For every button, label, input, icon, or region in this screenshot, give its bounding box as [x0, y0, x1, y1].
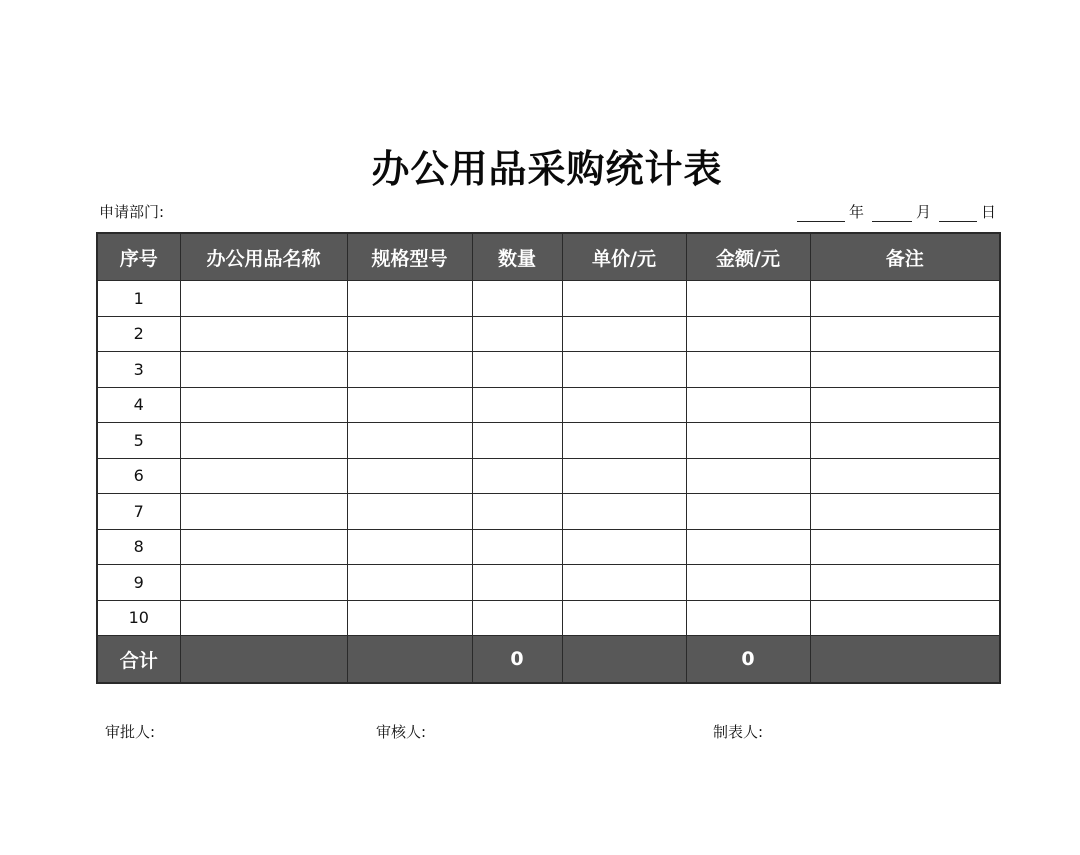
remarks-cell[interactable] [810, 423, 1000, 459]
row-index: 3 [97, 352, 180, 388]
spec-cell[interactable] [347, 565, 472, 601]
row-index: 10 [97, 600, 180, 636]
quantity-cell[interactable] [472, 458, 562, 494]
spec-cell[interactable] [347, 494, 472, 530]
unit-price-cell[interactable] [562, 600, 686, 636]
remarks-cell[interactable] [810, 494, 1000, 530]
page-title: 办公用品采购统计表 [371, 147, 723, 191]
unit-price-cell[interactable] [562, 423, 686, 459]
month-blank [872, 207, 912, 222]
header-index: 序号 [97, 233, 180, 281]
row-index: 1 [97, 281, 180, 317]
day-label: 日 [980, 203, 996, 221]
total-cell [810, 636, 1000, 684]
year-blank [797, 207, 845, 222]
total-amount: 0 [686, 636, 810, 684]
amount-cell[interactable] [686, 352, 810, 388]
unit-price-cell[interactable] [562, 494, 686, 530]
year-label: 年 [848, 203, 864, 221]
amount-cell[interactable] [686, 529, 810, 565]
month-label: 月 [915, 203, 931, 221]
item-name-cell[interactable] [180, 423, 347, 459]
remarks-cell[interactable] [810, 565, 1000, 601]
unit-price-cell[interactable] [562, 458, 686, 494]
amount-cell[interactable] [686, 281, 810, 317]
amount-cell[interactable] [686, 387, 810, 423]
table-row [97, 423, 1000, 459]
total-cell [180, 636, 347, 684]
remarks-cell[interactable] [810, 387, 1000, 423]
item-name-cell[interactable] [180, 529, 347, 565]
table-row [97, 600, 1000, 636]
spec-cell[interactable] [347, 387, 472, 423]
date-line [797, 201, 996, 222]
remarks-cell[interactable] [810, 458, 1000, 494]
unit-price-cell[interactable] [562, 565, 686, 601]
item-name-cell[interactable] [180, 600, 347, 636]
unit-price-cell[interactable] [562, 281, 686, 317]
amount-cell[interactable] [686, 600, 810, 636]
total-label: 合计 [97, 636, 180, 684]
item-name-cell[interactable] [180, 387, 347, 423]
unit-price-cell[interactable] [562, 316, 686, 352]
amount-cell[interactable] [686, 423, 810, 459]
unit-price-cell[interactable] [562, 529, 686, 565]
spec-cell[interactable] [347, 423, 472, 459]
remarks-cell[interactable] [810, 352, 1000, 388]
table-row [97, 494, 1000, 530]
header-spec: 规格型号 [347, 233, 472, 281]
remarks-cell[interactable] [810, 529, 1000, 565]
table-row [97, 352, 1000, 388]
row-index: 9 [97, 565, 180, 601]
spec-cell[interactable] [347, 458, 472, 494]
remarks-cell[interactable] [810, 600, 1000, 636]
header-quantity: 数量 [472, 233, 562, 281]
table-row [97, 565, 1000, 601]
table-row [97, 529, 1000, 565]
table-row [97, 316, 1000, 352]
unit-price-cell[interactable] [562, 352, 686, 388]
header-unit-price: 单价/元 [562, 233, 686, 281]
quantity-cell[interactable] [472, 352, 562, 388]
quantity-cell[interactable] [472, 316, 562, 352]
header-amount: 金额/元 [686, 233, 810, 281]
table-row [97, 281, 1000, 317]
spec-cell[interactable] [347, 281, 472, 317]
amount-cell[interactable] [686, 316, 810, 352]
header-remarks: 备注 [810, 233, 1000, 281]
quantity-cell[interactable] [472, 494, 562, 530]
quantity-cell[interactable] [472, 565, 562, 601]
day-blank [939, 207, 977, 222]
header-item-name: 办公用品名称 [180, 233, 347, 281]
spec-cell[interactable] [347, 529, 472, 565]
amount-cell[interactable] [686, 565, 810, 601]
item-name-cell[interactable] [180, 316, 347, 352]
amount-cell[interactable] [686, 494, 810, 530]
amount-cell[interactable] [686, 458, 810, 494]
table-row [97, 458, 1000, 494]
item-name-cell[interactable] [180, 352, 347, 388]
row-index: 6 [97, 458, 180, 494]
quantity-cell[interactable] [472, 529, 562, 565]
total-row [97, 636, 1000, 684]
spec-cell[interactable] [347, 352, 472, 388]
quantity-cell[interactable] [472, 600, 562, 636]
total-quantity: 0 [472, 636, 562, 684]
row-index: 5 [97, 423, 180, 459]
item-name-cell[interactable] [180, 494, 347, 530]
item-name-cell[interactable] [180, 281, 347, 317]
preparer-label: 制表人: [713, 723, 764, 741]
row-index: 4 [97, 387, 180, 423]
row-index: 7 [97, 494, 180, 530]
row-index: 2 [97, 316, 180, 352]
remarks-cell[interactable] [810, 281, 1000, 317]
table-row [97, 387, 1000, 423]
spec-cell[interactable] [347, 600, 472, 636]
header-row [97, 233, 1000, 281]
row-index: 8 [97, 529, 180, 565]
department-label: 申请部门: [99, 203, 165, 221]
approver-label: 审批人: [105, 723, 156, 741]
purchase-table [96, 232, 1001, 684]
quantity-cell[interactable] [472, 281, 562, 317]
unit-price-cell[interactable] [562, 387, 686, 423]
quantity-cell[interactable] [472, 387, 562, 423]
total-cell [562, 636, 686, 684]
item-name-cell[interactable] [180, 565, 347, 601]
item-name-cell[interactable] [180, 458, 347, 494]
reviewer-label: 审核人: [376, 723, 427, 741]
quantity-cell[interactable] [472, 423, 562, 459]
total-cell [347, 636, 472, 684]
spec-cell[interactable] [347, 316, 472, 352]
remarks-cell[interactable] [810, 316, 1000, 352]
